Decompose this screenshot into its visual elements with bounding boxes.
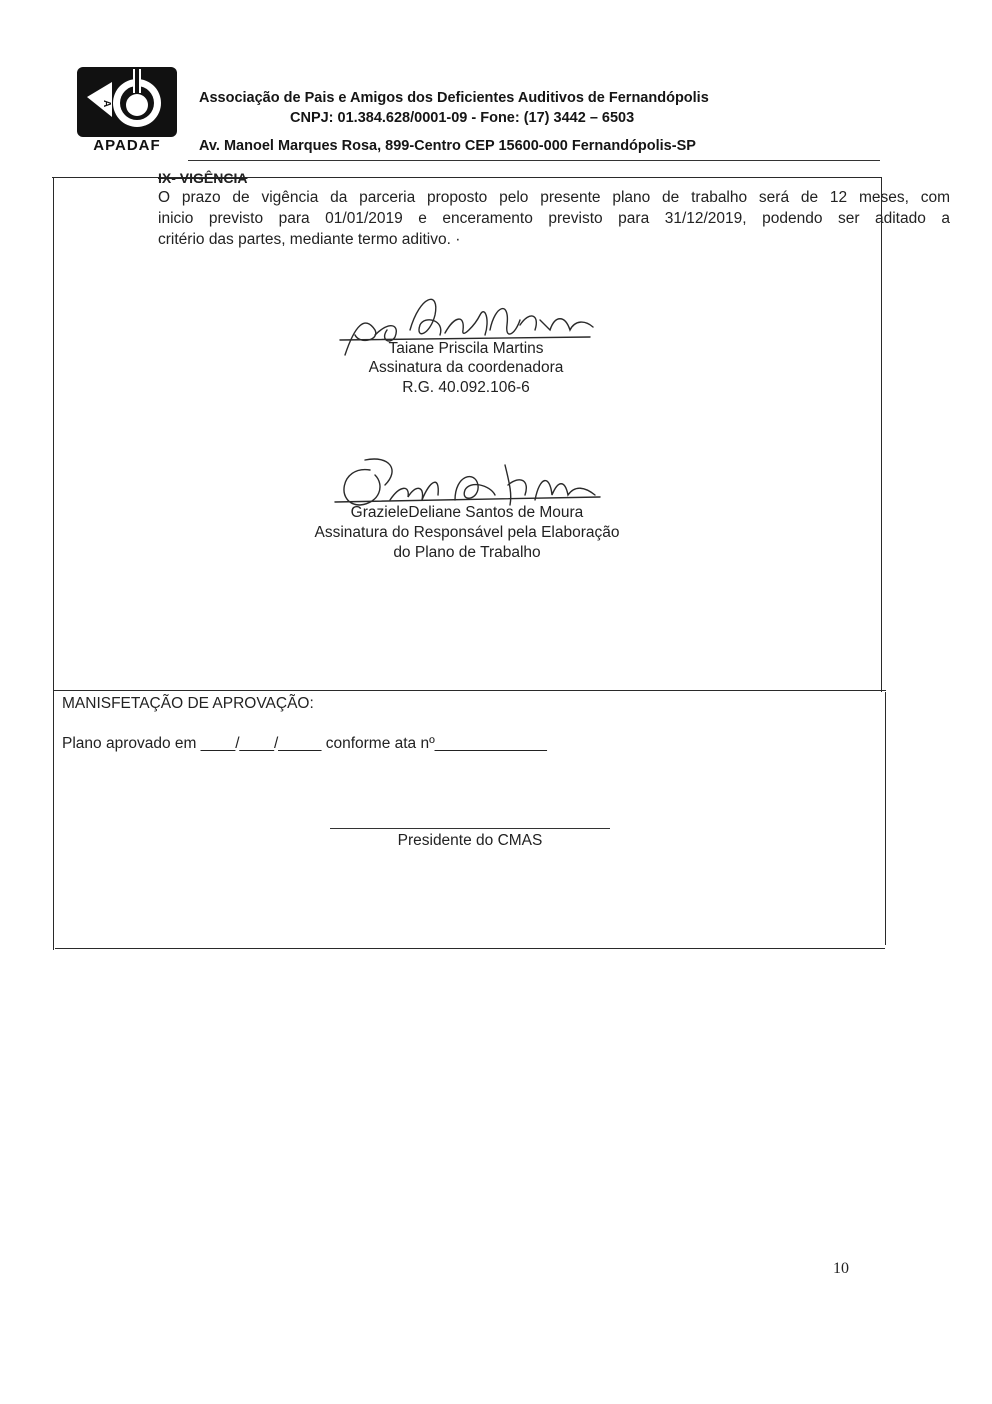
header-divider: [188, 160, 880, 161]
page-number: 10: [833, 1260, 849, 1277]
paragraph-line: inicio previsto para 01/01/2019 e enceramento previsto para 31/12/2019, podendo ser aditado a: [158, 210, 950, 227]
organization-name: Associação de Pais e Amigos dos Deficientes Auditivos de Fernandópolis: [199, 90, 709, 106]
paragraph-line: O prazo de vigência da parceria proposto pelo presente plano de trabalho será de 12 meses, com: [158, 189, 950, 206]
apadaf-logo: [77, 67, 177, 137]
logo-text: APADAF: [93, 137, 161, 154]
section-title: IX- VIGÊNCIA: [158, 170, 248, 186]
signature-1-name: Taiane Priscila Martins: [388, 340, 544, 357]
section-paragraph: [158, 187, 950, 250]
svg-text:A: A: [101, 100, 112, 108]
frame-left-rule: [53, 177, 54, 950]
president-label: Presidente do CMAS: [397, 832, 543, 849]
logo-emblem-icon: [77, 67, 177, 137]
signature-1-role: Assinatura da coordenadora: [368, 359, 564, 376]
signature-2-role: Assinatura do Responsável pela Elaboração: [314, 524, 620, 541]
approval-title: MANISFETAÇÃO DE APROVAÇÃO:: [62, 695, 314, 712]
signature-2-extra: do Plano de Trabalho: [393, 544, 541, 561]
paragraph-line: critério das partes, mediante termo aditivo. ·: [158, 231, 461, 248]
president-signature-line: [330, 828, 610, 829]
frame-right-rule-upper: [881, 177, 882, 692]
frame-right-rule-lower: [885, 692, 886, 945]
organization-address: Av. Manoel Marques Rosa, 899-Centro CEP 15600-000 Fernandópolis-SP: [199, 138, 696, 154]
frame-middle-rule: [53, 690, 886, 691]
organization-cnpj-phone: CNPJ: 01.384.628/0001-09 - Fone: (17) 3442 – 6503: [290, 110, 635, 126]
approval-date-line: Plano aprovado em ____/____/_____ conforme ata nº_____________: [62, 735, 547, 752]
signature-1-rg: R.G. 40.092.106-6: [402, 379, 530, 396]
frame-bottom-rule: [55, 948, 885, 949]
signature-2-name: GrazieleDeliane Santos de Moura: [350, 504, 584, 521]
